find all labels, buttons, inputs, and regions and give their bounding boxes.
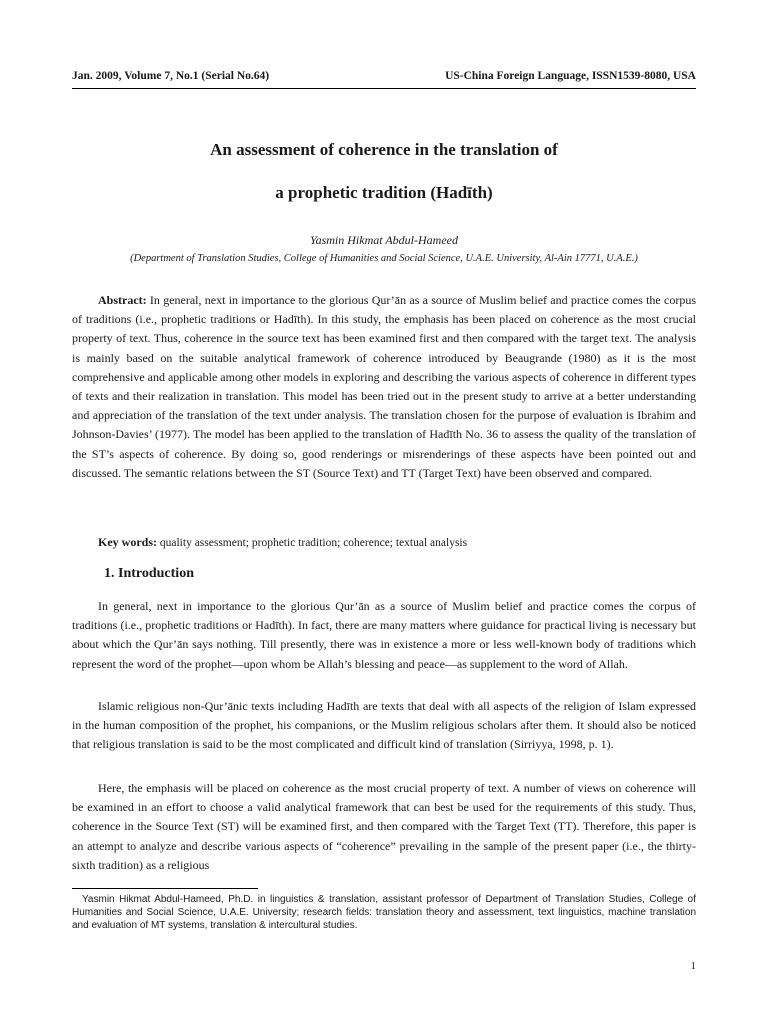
keywords-label: Key words:: [98, 535, 157, 549]
body-paragraph: Islamic religious non-Qur’ānic texts including Hadīth are texts that deal with all aspects of the religion of Islam expressed in the human composition of the prophet, his companions, or the Muslim religious scholars after them. It should also be noticed that religious translation is said to be the most complicated and difficult kind of translation (Sirriyya, 1998, p. 1).: [72, 699, 696, 752]
body-paragraph: Here, the emphasis will be placed on coherence as the most crucial property of text. A number of views on coherence will be examined in an effort to choose a valid analytical framework that can best be used for the requirements of this study. Thus, coherence in the Source Text (ST) will be examined first, and then compared with the Target Text (TT). Therefore, this paper is an attempt to analyze and describe various aspects of “coherence” prevailing in the sample of the present paper (i.e., the thirty-sixth tradition) as a religious: [72, 781, 696, 872]
keywords: [98, 535, 467, 550]
header-journal-name: US-China Foreign Language, ISSN1539-8080, USA: [445, 70, 696, 82]
author-footnote: Yasmin Hikmat Abdul-Hameed, Ph.D. in linguistics & translation, assistant professor of Department of Translation Studies, College of Humanities and Social Science, U.A.E. University; research fields: translation theory and assessment, text linguistics, machine translation and evaluation of MT systems, translation & intercultural studies.: [72, 894, 696, 931]
section-heading-introduction: 1. Introduction: [104, 566, 194, 581]
author-name: Yasmin Hikmat Abdul-Hameed: [310, 233, 458, 247]
paper-title-line-1: An assessment of coherence in the translation of: [210, 140, 558, 159]
header-divider: [72, 88, 696, 89]
abstract-text: In general, next in importance to the glorious Qur’ān as a source of Muslim belief and practice comes the corpus of traditions (i.e., prophetic traditions or Hadīth). In this study, the emphasis has been placed on coherence as the most crucial property of text. Thus, coherence in the source text has been examined first and then compared with the target text. The analysis is mainly based on the suitable analytical framework of coherence introduced by Beaugrande (1980) as it is the most comprehensive and applicable among other models in exploring and describing the various aspects of coherence in different types of texts and their realization in translation. This model has been tried out in the present study to arrive at a better understanding and appreciation of the translation of the text under analysis. The translation chosen for the purpose of evaluation is Ibrahim and Johnson-Davies’ (1977). The model has been applied to the translation of Hadīth No. 36 to assess the quality of the translation of the ST’s aspects of coherence. By doing so, good renderings or misrenderings of these aspects have been pointed out and discussed. The semantic relations between the ST (Source Text) and TT (Target Text) have been observed and compared.: [72, 293, 696, 480]
keywords-text: quality assessment; prophetic tradition; coherence; textual analysis: [157, 537, 468, 549]
body-paragraph: In general, next in importance to the glorious Qur’ān as a source of Muslim belief and practice comes the corpus of traditions (i.e., prophetic traditions or Hadīth). In fact, there are many matters where guidance for practical living is necessary but about which the Qur’ān says nothing. Till presently, there was in existence a more or less well-known body of traditions which represent the word of the prophet—upon whom be Allah’s blessing and peace—as supplement to the word of Allah.: [72, 599, 696, 671]
abstract-label: Abstract:: [98, 293, 147, 307]
page-number: 1: [690, 960, 696, 972]
abstract: [72, 291, 696, 483]
author-affiliation: (Department of Translation Studies, College of Humanities and Social Science, U.A.E. University, Al-Ain 17771, U.A.E.): [130, 253, 638, 264]
header-journal-issue: Jan. 2009, Volume 7, No.1 (Serial No.64): [72, 70, 270, 82]
footnote-divider: [72, 888, 258, 889]
running-header: [72, 70, 696, 82]
paper-title-line-2: a prophetic tradition (Hadīth): [275, 183, 493, 202]
